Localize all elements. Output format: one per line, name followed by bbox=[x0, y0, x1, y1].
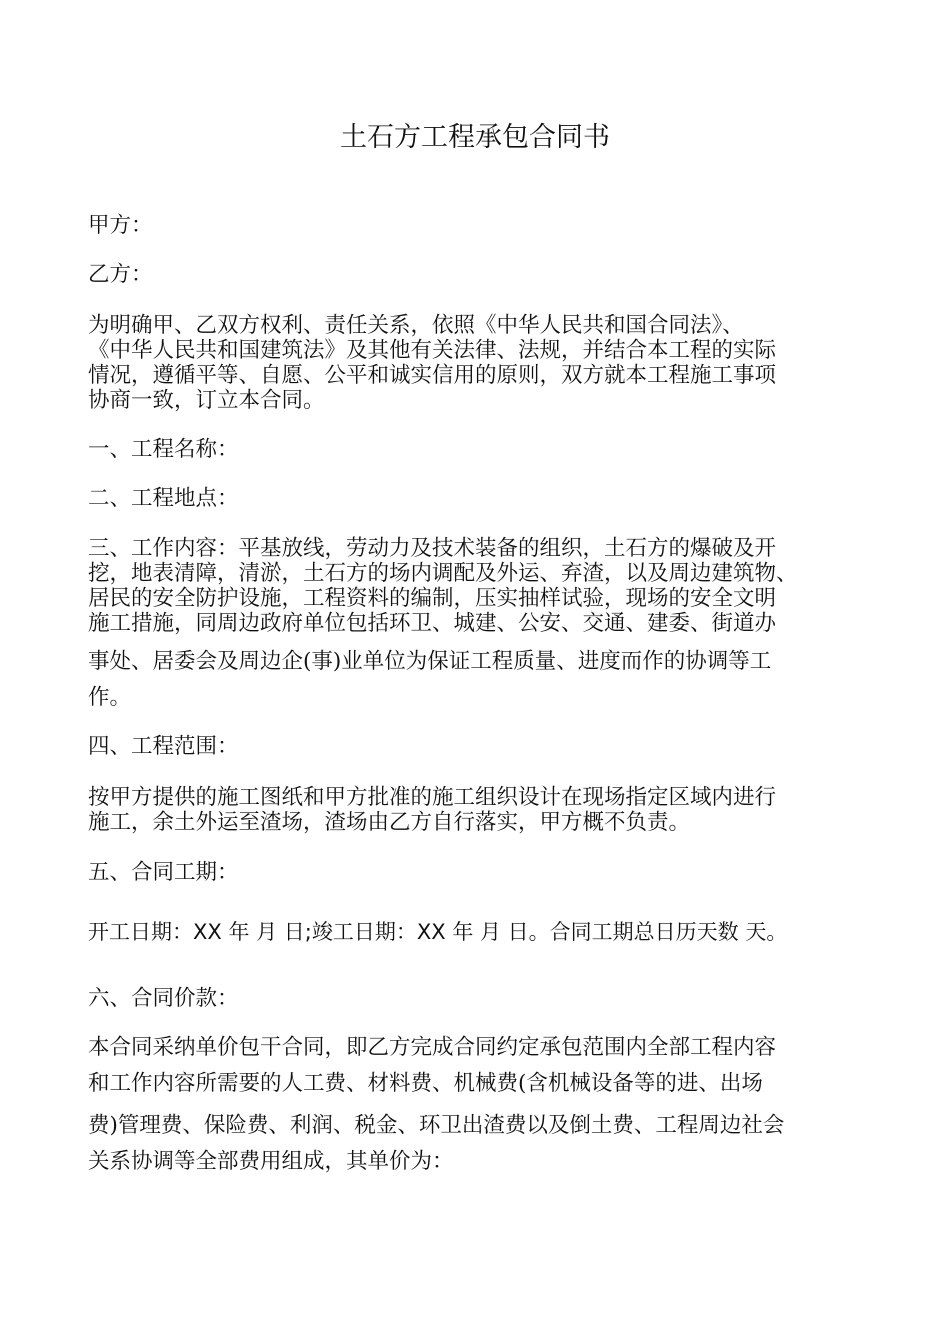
preamble-line: 协商一致，订立本合同。 bbox=[88, 388, 325, 413]
price-line: 和工作内容所需要的人工费、材料费、机械费(含机械设备等的进、出场 bbox=[88, 1071, 763, 1096]
preamble-line: 《中华人民共和国建筑法》及其他有关法律、法规，并结合本工程的实际 bbox=[88, 338, 777, 363]
work-content-line: 居民的安全防护设施，工程资料的编制，压实抽样试验，现场的安全文明 bbox=[88, 586, 777, 611]
document-title: 土石方工程承包合同书 bbox=[340, 122, 610, 153]
party-b-label bbox=[88, 262, 878, 287]
price-line: 费)管理费、保险费、利润、税金、环卫出渣费以及倒土费、工程周边社会 bbox=[88, 1113, 785, 1138]
dates-line: 开工日期：XX 年 月 日;竣工日期：XX 年 月 日。合同工期总日历天数 天。 bbox=[88, 920, 788, 944]
section-heading: 五、合同工期： bbox=[88, 860, 239, 885]
price-line: 本合同采纳单价包干合同，即乙方完成合同约定承包范围内全部工程内容 bbox=[88, 1035, 777, 1060]
preamble-line: 情况，遵循平等、自愿、公平和诚实信用的原则，双方就本工程施工事项 bbox=[88, 363, 777, 388]
section-heading: 四、工程范围： bbox=[88, 734, 239, 759]
section-heading: 一、工程名称： bbox=[88, 437, 239, 462]
section-heading: 二、工程地点： bbox=[88, 486, 239, 511]
section-project-name bbox=[88, 437, 878, 462]
dates-line-block bbox=[88, 920, 878, 945]
work-content-line: 施工措施，同周边政府单位包括环卫、城建、公安、交通、建委、街道办 bbox=[88, 611, 777, 636]
preamble-paragraph bbox=[88, 313, 878, 413]
party-b-line: 乙方： bbox=[88, 262, 153, 287]
section-work-content bbox=[88, 536, 878, 716]
party-a-label bbox=[88, 213, 878, 238]
price-line: 关系协调等全部费用组成，其单价为： bbox=[88, 1149, 454, 1174]
party-a-line: 甲方： bbox=[88, 213, 153, 238]
work-content-line: 事处、居委会及周边企(事)业单位为保证工程质量、进度而作的协调等工 bbox=[88, 649, 772, 674]
section-project-location bbox=[88, 486, 878, 511]
scope-line: 施工，余土外运至渣场，渣场由乙方自行落实，甲方概不负责。 bbox=[88, 810, 691, 835]
work-content-line: 挖，地表清障，清淤，土石方的场内调配及外运、弃渣，以及周边建筑物、 bbox=[88, 561, 798, 586]
work-content-line: 作。 bbox=[88, 685, 132, 710]
scope-line: 按甲方提供的施工图纸和甲方批准的施工组织设计在现场指定区域内进行 bbox=[88, 785, 777, 810]
price-paragraph bbox=[88, 1030, 878, 1180]
section-scope-heading bbox=[88, 734, 878, 759]
work-content-line: 三、工作内容：平基放线，劳动力及技术装备的组织，土石方的爆破及开 bbox=[88, 536, 777, 561]
section-price-heading bbox=[88, 986, 878, 1011]
preamble-line: 为明确甲、乙双方权利、责任关系，依照《中华人民共和国合同法》、 bbox=[88, 313, 744, 338]
scope-paragraph bbox=[88, 785, 878, 835]
section-period-heading bbox=[88, 860, 878, 885]
section-heading: 六、合同价款： bbox=[88, 986, 239, 1011]
